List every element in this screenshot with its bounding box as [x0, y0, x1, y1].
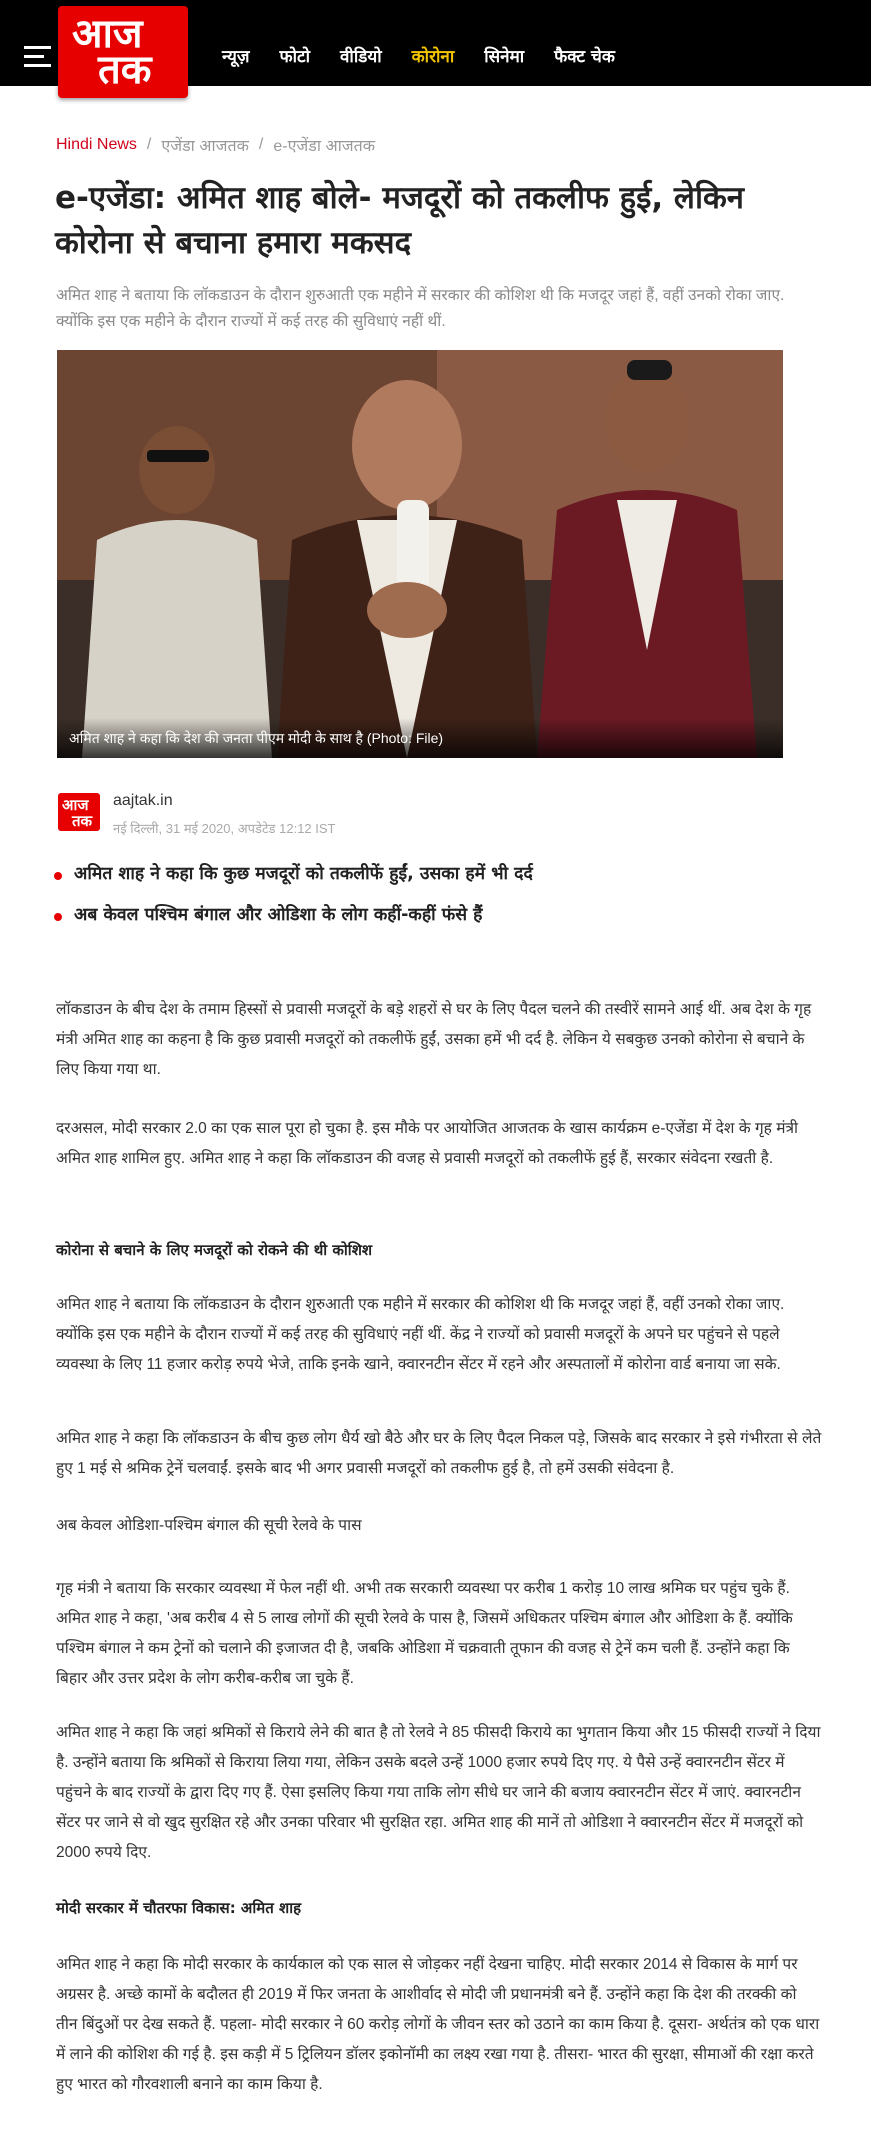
breadcrumb-separator: / — [146, 136, 152, 153]
article-paragraph-1: लॉकडाउन के बीच देश के तमाम हिस्सों से प्रवासी मजदूरों के बड़े शहरों से घर के लिए पैदल चलने की तस्वीरें सामने आई थीं. अब देश के गृह मंत्री अमित शाह का कहना है कि कुछ प्रवासी मजदूरों को तकलीफें हुईं, उसका हमें भी दर्द है. लेकिन ये सबकुछ उनको कोरोना से बचाने के लिए किया गया था. — [56, 1001, 812, 1078]
article-highlights — [52, 862, 533, 944]
top-navbar — [0, 0, 871, 93]
breadcrumb-home[interactable]: Hindi News — [56, 136, 137, 153]
article-subheading-2: मोदी सरकार में चौतरफा विकास: अमित शाह — [56, 1899, 302, 1917]
image-caption: अमित शाह ने कहा कि देश की जनता पीएम मोदी के साथ है (Photo: File) — [69, 730, 444, 746]
nav-item-video[interactable]: वीडियो — [339, 47, 382, 67]
breadcrumb-section[interactable]: एजेंडा आजतक — [161, 138, 249, 155]
article-paragraph-2: दरअसल, मोदी सरकार 2.0 का एक साल पूरा हो चुका है. इस मौके पर आयोजित आजतक के खास कार्यक्रम e-एजेंडा में देश के गृह मंत्री अमित शाह शामिल हुए. अमित शाह ने कहा कि लॉकडाउन की वजह से प्रवासी मजदूरों को तकलीफें हुई हैं, सरकार संवेदना रखती है. — [56, 1120, 799, 1167]
nav-item-corona[interactable]: कोरोना — [411, 47, 455, 67]
article-hero-image[interactable] — [57, 350, 783, 758]
highlight-item: अब केवल पश्चिम बंगाल और ओडिशा के लोग कहीं-कहीं फंसे हैं — [52, 903, 533, 944]
image-caption-overlay — [57, 718, 783, 758]
hero-photo-illustration — [57, 350, 783, 758]
highlight-item: अमित शाह ने कहा कि कुछ मजदूरों को तकलीफें हुईं, उसका हमें भी दर्द — [52, 862, 533, 903]
article-paragraph-7: अमित शाह ने कहा कि मोदी सरकार के कार्यकाल को एक साल से जोड़कर नहीं देखना चाहिए. मोदी सरकार 2014 से विकास के मार्ग पर अग्रसर है. अच्छे कामों के बदौलत ही 2019 में फिर जनता के आशीर्वाद से मोदी जी प्रधानमंत्री बने हैं. उन्होंने कहा कि देश की तरक्की को तीन बिंदुओं पर देख सकते हैं. पहला- मोदी सरकार ने 60 करोड़ लोगों के जीवन स्तर को उठाने का काम किया है. दूसरा- अर्थतंत्र को एक धारा में लाने की कोशिश की गई है. इस कड़ी में 5 ट्रिलियन डॉलर इकोनॉमी का लक्ष्य रखा गया है. तीसरा- भारत की सुरक्षा, सीमाओं की रक्षा करते हुए भारत को गौरवशाली बनाने का काम किया है. — [56, 1956, 820, 2093]
author-logo-line-2: तक — [72, 812, 93, 830]
author-avatar[interactable] — [58, 793, 100, 831]
nav-item-cinema[interactable]: सिनेमा — [484, 47, 525, 67]
article-subheading-1: कोरोना से बचाने के लिए मजदूरों को रोकने की थी कोशिश — [56, 1241, 373, 1259]
article-paragraph-4: अमित शाह ने कहा कि लॉकडाउन के बीच कुछ लोग धैर्य खो बैठे और घर के लिए पैदल निकल पड़े, जिसके बाद सरकार ने इसे गंभीरता से लेते हुए 1 मई से श्रमिक ट्रेनें चलवाईं. इसके बाद भी अगर प्रवासी मजदूरों को तकलीफ हुई है, तो हमें उसकी संवेदना है. — [56, 1430, 822, 1477]
breadcrumb — [56, 134, 375, 156]
breadcrumb-current[interactable]: e-एजेंडा आजतक — [273, 138, 376, 155]
article-paragraph-5: गृह मंत्री ने बताया कि सरकार व्यवस्था में फेल नहीं थी. अभी तक सरकारी व्यवस्था पर करीब 1 करोड़ 10 लाख श्रमिक घर पहुंच चुके हैं. अमित शाह ने कहा, 'अब करीब 4 से 5 लाख लोगों की सूची रेलवे के पास है, जिसमें अधिकतर पश्चिम बंगाल और ओडिशा के हैं. क्योंकि पश्चिम बंगाल ने कम ट्रेनों को चलाने की इजाजत दी है, जबकि ओडिशा में चक्रवाती तूफान की वजह से ट्रेनें कम चली हैं. उन्होंने कहा कि बिहार और उत्तर प्रदेश के लोग करीब-करीब जा चुके हैं. — [56, 1580, 793, 1687]
article-paragraph-4b: अब केवल ओडिशा-पश्चिम बंगाल की सूची रेलवे के पास — [56, 1517, 362, 1534]
main-nav — [222, 44, 615, 67]
article-paragraph-6: अमित शाह ने कहा कि जहां श्रमिकों से किराये लेने की बात है तो रेलवे ने 85 फीसदी किराये का भुगतान किया और 15 फीसदी राज्यों ने दिया है. उन्होंने बताया कि श्रमिकों से किराया लिया गया, लेकिन उसके बदले उन्हें 1000 हजार रुपये दिए गए. ये पैसे उन्हें क्वारनटीन सेंटर में पहुंचने के बाद राज्यों के द्वारा दिए गए हैं. ऐसा इसलिए किया गया ताकि लोग सीधे घर जाने की बजाय क्वारनटीन सेंटर में जाएं. क्वारनटीन सेंटर पर जाने से वो खुद सुरक्षित रहे और उनका परिवार भी सुरक्षित रहा. अमित शाह की मानें तो ओडिशा ने क्वारनटीन सेंटर में मजदूरों को 2000 रुपये दिए. — [56, 1724, 821, 1861]
logo-line-1: आज — [72, 11, 143, 57]
article-paragraph-3: अमित शाह ने बताया कि लॉकडाउन के दौरान शुरुआती एक महीने में सरकार की कोशिश थी कि मजदूर जहां हैं, वहीं उनको रोका जाए. क्योंकि इस एक महीने के दौरान राज्यों में कई तरह की सुविधाएं नहीं थीं. केंद्र ने राज्यों को प्रवासी मजदूरों के अपने घर पहुंचने से पहले व्यवस्था के लिए 11 हजार करोड़ रुपये भेजे, ताकि इनके खाने, क्वारनटीन सेंटर में रहने और अस्पतालों में कोरोना वार्ड बनाया जा सके. — [56, 1296, 785, 1373]
article-headline: e-एजेंडा: अमित शाह बोले- मजदूरों को तकलीफ हुई, लेकिन कोरोना से बचाना हमारा मकसद — [55, 180, 744, 261]
nav-item-photo[interactable]: फोटो — [279, 47, 310, 67]
menu-icon[interactable] — [24, 46, 51, 68]
breadcrumb-separator: / — [258, 136, 264, 153]
article-summary: अमित शाह ने बताया कि लॉकडाउन के दौरान शुरुआती एक महीने में सरकार की कोशिश थी कि मजदूर जहां हैं, वहीं उनको रोका जाए. क्योंकि इस एक महीने के दौरान राज्यों में कई तरह की सुविधाएं नहीं थीं. — [56, 287, 785, 330]
nav-item-fact-check[interactable]: फैक्ट चेक — [554, 47, 615, 67]
nav-item-news[interactable]: न्यूज़ — [222, 47, 250, 67]
aajtak-logo[interactable] — [58, 6, 188, 98]
logo-line-2: तक — [98, 47, 152, 93]
article-dateline: नई दिल्ली, 31 मई 2020, अपडेटेड 12:12 IST — [113, 821, 336, 836]
author-logo-line-1: आज — [62, 796, 89, 814]
author-name[interactable]: aajtak.in — [113, 792, 173, 809]
